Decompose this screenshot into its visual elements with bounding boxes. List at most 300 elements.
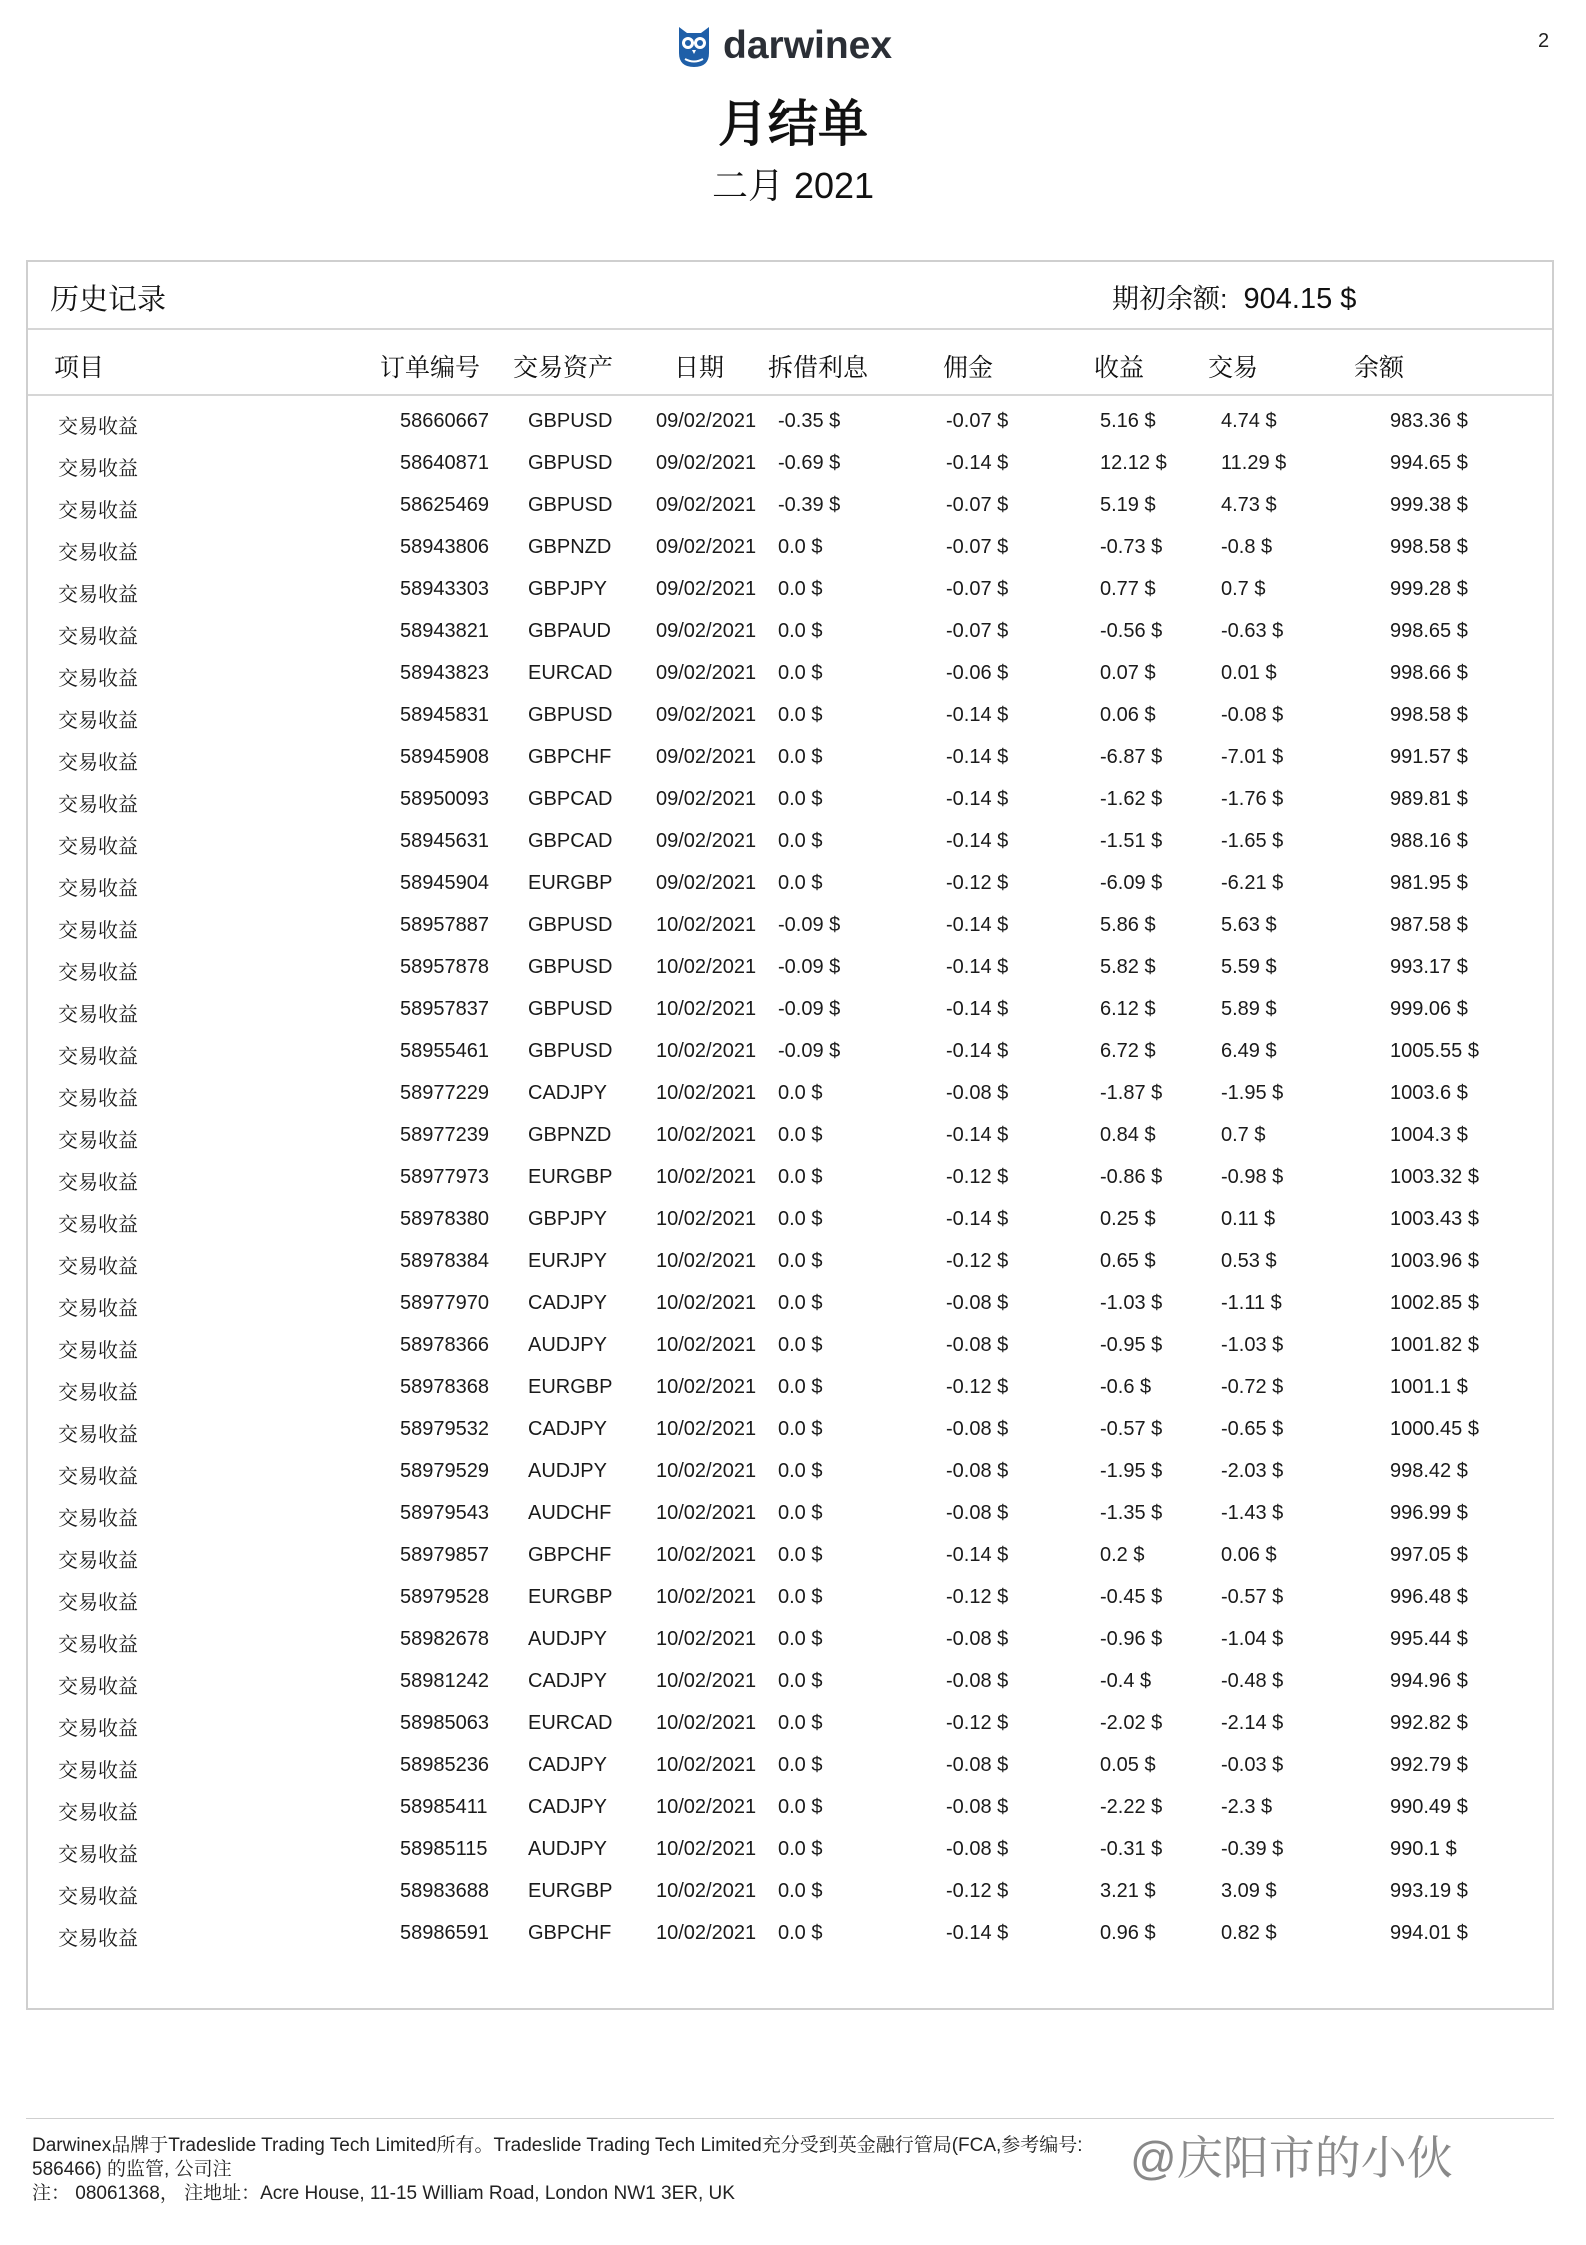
cell-asset: CADJPY bbox=[528, 1418, 607, 1440]
cell-commission: -0.14 $ bbox=[946, 788, 1009, 810]
cell-balance: 993.19 $ bbox=[1390, 1880, 1468, 1902]
cell-balance: 998.58 $ bbox=[1390, 704, 1468, 726]
table-row bbox=[28, 1326, 1552, 1368]
cell-profit: 0.65 $ bbox=[1100, 1250, 1156, 1272]
cell-order-id: 58979543 bbox=[400, 1502, 489, 1524]
cell-item: 交易收益 bbox=[58, 1844, 138, 1866]
cell-trade: 3.09 $ bbox=[1221, 1880, 1277, 1902]
cell-swap: 0.0 $ bbox=[778, 1460, 823, 1482]
cell-order-id: 58981242 bbox=[400, 1670, 489, 1692]
cell-profit: -0.73 $ bbox=[1100, 536, 1163, 558]
cell-commission: -0.14 $ bbox=[946, 914, 1009, 936]
cell-balance: 1002.85 $ bbox=[1390, 1292, 1479, 1314]
cell-asset: GBPUSD bbox=[528, 1040, 613, 1062]
cell-trade: -0.72 $ bbox=[1221, 1376, 1284, 1398]
cell-commission: -0.07 $ bbox=[946, 536, 1009, 558]
cell-swap: -0.39 $ bbox=[778, 494, 841, 516]
table-row bbox=[28, 1578, 1552, 1620]
cell-commission: -0.14 $ bbox=[946, 1208, 1009, 1230]
cell-swap: 0.0 $ bbox=[778, 1712, 823, 1734]
cell-asset: EURCAD bbox=[528, 662, 613, 684]
cell-balance: 981.95 $ bbox=[1390, 872, 1468, 894]
cell-balance: 1005.55 $ bbox=[1390, 1040, 1479, 1062]
cell-date: 10/02/2021 bbox=[656, 1670, 757, 1692]
cell-swap: 0.0 $ bbox=[778, 1250, 823, 1272]
cell-swap: -0.09 $ bbox=[778, 956, 841, 978]
cell-asset: AUDJPY bbox=[528, 1460, 607, 1482]
column-header-date: 日期 bbox=[674, 354, 725, 382]
cell-item: 交易收益 bbox=[58, 1760, 138, 1782]
cell-balance: 996.48 $ bbox=[1390, 1586, 1468, 1608]
cell-asset: GBPAUD bbox=[528, 620, 611, 642]
cell-date: 10/02/2021 bbox=[656, 1166, 757, 1188]
cell-profit: 0.05 $ bbox=[1100, 1754, 1156, 1776]
cell-swap: 0.0 $ bbox=[778, 1922, 823, 1944]
cell-item: 交易收益 bbox=[58, 500, 138, 522]
cell-balance: 999.06 $ bbox=[1390, 998, 1468, 1020]
cell-balance: 998.42 $ bbox=[1390, 1460, 1468, 1482]
cell-commission: -0.06 $ bbox=[946, 662, 1009, 684]
cell-trade: 11.29 $ bbox=[1221, 452, 1287, 474]
table-row bbox=[28, 1074, 1552, 1116]
cell-trade: -2.14 $ bbox=[1221, 1712, 1284, 1734]
cell-swap: 0.0 $ bbox=[778, 1838, 823, 1860]
table-row bbox=[28, 1200, 1552, 1242]
cell-commission: -0.08 $ bbox=[946, 1754, 1009, 1776]
history-panel bbox=[26, 260, 1554, 2010]
section-title: 历史记录 bbox=[50, 284, 167, 316]
cell-swap: 0.0 $ bbox=[778, 746, 823, 768]
cell-date: 09/02/2021 bbox=[656, 746, 757, 768]
cell-date: 10/02/2021 bbox=[656, 998, 757, 1020]
cell-swap: 0.0 $ bbox=[778, 1502, 823, 1524]
cell-balance: 1001.82 $ bbox=[1390, 1334, 1479, 1356]
cell-asset: GBPUSD bbox=[528, 410, 613, 432]
cell-balance: 987.58 $ bbox=[1390, 914, 1468, 936]
cell-order-id: 58978368 bbox=[400, 1376, 489, 1398]
cell-date: 09/02/2021 bbox=[656, 494, 757, 516]
cell-profit: 0.06 $ bbox=[1100, 704, 1156, 726]
table-row bbox=[28, 1788, 1552, 1830]
cell-date: 09/02/2021 bbox=[656, 410, 757, 432]
cell-trade: 5.89 $ bbox=[1221, 998, 1277, 1020]
cell-trade: 4.74 $ bbox=[1221, 410, 1277, 432]
cell-item: 交易收益 bbox=[58, 920, 138, 942]
cell-trade: -1.65 $ bbox=[1221, 830, 1284, 852]
cell-date: 10/02/2021 bbox=[656, 1292, 757, 1314]
cell-profit: 12.12 $ bbox=[1100, 452, 1167, 474]
cell-commission: -0.07 $ bbox=[946, 494, 1009, 516]
cell-swap: 0.0 $ bbox=[778, 1166, 823, 1188]
cell-item: 交易收益 bbox=[58, 542, 138, 564]
cell-commission: -0.08 $ bbox=[946, 1418, 1009, 1440]
cell-commission: -0.14 $ bbox=[946, 452, 1009, 474]
cell-commission: -0.14 $ bbox=[946, 1040, 1009, 1062]
darwinex-logo bbox=[675, 20, 892, 72]
cell-trade: 0.7 $ bbox=[1221, 1124, 1266, 1146]
cell-order-id: 58977229 bbox=[400, 1082, 489, 1104]
cell-profit: 0.96 $ bbox=[1100, 1922, 1156, 1944]
cell-order-id: 58979528 bbox=[400, 1586, 489, 1608]
cell-balance: 1004.3 $ bbox=[1390, 1124, 1468, 1146]
table-row bbox=[28, 1494, 1552, 1536]
cell-date: 10/02/2021 bbox=[656, 1712, 757, 1734]
cell-asset: GBPUSD bbox=[528, 704, 613, 726]
cell-trade: -1.95 $ bbox=[1221, 1082, 1284, 1104]
cell-order-id: 58945904 bbox=[400, 872, 489, 894]
cell-profit: -1.03 $ bbox=[1100, 1292, 1163, 1314]
cell-item: 交易收益 bbox=[58, 1466, 138, 1488]
cell-balance: 992.82 $ bbox=[1390, 1712, 1468, 1734]
opening-balance-label: 期初余额: bbox=[1112, 284, 1228, 314]
cell-date: 10/02/2021 bbox=[656, 1838, 757, 1860]
cell-asset: AUDJPY bbox=[528, 1628, 607, 1650]
cell-item: 交易收益 bbox=[58, 878, 138, 900]
cell-asset: GBPCAD bbox=[528, 830, 613, 852]
cell-date: 10/02/2021 bbox=[656, 956, 757, 978]
cell-date: 09/02/2021 bbox=[656, 872, 757, 894]
cell-asset: GBPNZD bbox=[528, 1124, 612, 1146]
cell-asset: GBPCHF bbox=[528, 746, 612, 768]
cell-asset: GBPUSD bbox=[528, 956, 613, 978]
cell-swap: 0.0 $ bbox=[778, 788, 823, 810]
cell-order-id: 58978384 bbox=[400, 1250, 489, 1272]
cell-trade: 5.59 $ bbox=[1221, 956, 1277, 978]
page-subtitle: 二月 2021 bbox=[711, 165, 875, 206]
cell-swap: 0.0 $ bbox=[778, 1082, 823, 1104]
cell-date: 09/02/2021 bbox=[656, 662, 757, 684]
cell-commission: -0.07 $ bbox=[946, 578, 1009, 600]
cell-swap: 0.0 $ bbox=[778, 1376, 823, 1398]
cell-date: 10/02/2021 bbox=[656, 1082, 757, 1104]
footer-divider bbox=[26, 2118, 1554, 2119]
cell-asset: GBPCHF bbox=[528, 1544, 612, 1566]
cell-commission: -0.14 $ bbox=[946, 1922, 1009, 1944]
table-row bbox=[28, 1116, 1552, 1158]
table-row bbox=[28, 738, 1552, 780]
cell-commission: -0.14 $ bbox=[946, 1124, 1009, 1146]
cell-balance: 993.17 $ bbox=[1390, 956, 1468, 978]
cell-commission: -0.14 $ bbox=[946, 830, 1009, 852]
cell-date: 10/02/2021 bbox=[656, 1880, 757, 1902]
cell-order-id: 58943303 bbox=[400, 578, 489, 600]
cell-trade: -1.76 $ bbox=[1221, 788, 1284, 810]
cell-swap: 0.0 $ bbox=[778, 1754, 823, 1776]
cell-order-id: 58943823 bbox=[400, 662, 489, 684]
cell-trade: -6.21 $ bbox=[1221, 872, 1284, 894]
cell-trade: 5.63 $ bbox=[1221, 914, 1277, 936]
table-row bbox=[28, 402, 1552, 444]
table-row bbox=[28, 570, 1552, 612]
cell-profit: 0.2 $ bbox=[1100, 1544, 1145, 1566]
cell-asset: EURJPY bbox=[528, 1250, 607, 1272]
cell-swap: 0.0 $ bbox=[778, 1418, 823, 1440]
history-panel-header bbox=[28, 262, 1552, 330]
cell-date: 10/02/2021 bbox=[656, 1124, 757, 1146]
cell-order-id: 58986591 bbox=[400, 1922, 489, 1944]
cell-item: 交易收益 bbox=[58, 1340, 138, 1362]
cell-swap: 0.0 $ bbox=[778, 1334, 823, 1356]
cell-balance: 994.01 $ bbox=[1390, 1922, 1468, 1944]
table-row bbox=[28, 780, 1552, 822]
cell-item: 交易收益 bbox=[58, 1550, 138, 1572]
cell-trade: -0.63 $ bbox=[1221, 620, 1284, 642]
cell-item: 交易收益 bbox=[58, 1424, 138, 1446]
cell-date: 10/02/2021 bbox=[656, 1040, 757, 1062]
cell-date: 09/02/2021 bbox=[656, 536, 757, 558]
cell-asset: CADJPY bbox=[528, 1082, 607, 1104]
cell-order-id: 58945908 bbox=[400, 746, 489, 768]
cell-balance: 1003.96 $ bbox=[1390, 1250, 1479, 1272]
cell-date: 10/02/2021 bbox=[656, 1334, 757, 1356]
cell-trade: 0.7 $ bbox=[1221, 578, 1266, 600]
cell-asset: GBPUSD bbox=[528, 494, 613, 516]
cell-swap: -0.69 $ bbox=[778, 452, 841, 474]
cell-asset: CADJPY bbox=[528, 1754, 607, 1776]
cell-commission: -0.12 $ bbox=[946, 1880, 1009, 1902]
cell-trade: -1.11 $ bbox=[1221, 1292, 1282, 1314]
cell-asset: AUDCHF bbox=[528, 1502, 612, 1524]
cell-order-id: 58983688 bbox=[400, 1880, 489, 1902]
cell-profit: -0.57 $ bbox=[1100, 1418, 1163, 1440]
cell-asset: EURGBP bbox=[528, 1586, 613, 1608]
cell-order-id: 58985115 bbox=[400, 1838, 488, 1860]
cell-order-id: 58978380 bbox=[400, 1208, 489, 1230]
cell-swap: 0.0 $ bbox=[778, 1124, 823, 1146]
cell-item: 交易收益 bbox=[58, 1508, 138, 1530]
watermark: @庆阳市的小伙 bbox=[1130, 2132, 1453, 2184]
cell-profit: 6.72 $ bbox=[1100, 1040, 1156, 1062]
cell-trade: 0.11 $ bbox=[1221, 1208, 1276, 1230]
cell-commission: -0.08 $ bbox=[946, 1796, 1009, 1818]
cell-profit: 6.12 $ bbox=[1100, 998, 1156, 1020]
cell-order-id: 58982678 bbox=[400, 1628, 489, 1650]
cell-item: 交易收益 bbox=[58, 1004, 138, 1026]
column-header-order-id: 订单编号 bbox=[380, 354, 481, 382]
cell-item: 交易收益 bbox=[58, 626, 138, 648]
cell-trade: 0.53 $ bbox=[1221, 1250, 1277, 1272]
cell-date: 10/02/2021 bbox=[656, 914, 757, 936]
cell-balance: 996.99 $ bbox=[1390, 1502, 1468, 1524]
cell-balance: 1003.6 $ bbox=[1390, 1082, 1468, 1104]
cell-date: 10/02/2021 bbox=[656, 1796, 757, 1818]
cell-commission: -0.14 $ bbox=[946, 956, 1009, 978]
cell-swap: -0.09 $ bbox=[778, 914, 841, 936]
page-title: 月结单 bbox=[718, 96, 868, 152]
cell-swap: 0.0 $ bbox=[778, 830, 823, 852]
footer-line-2: 注： 08061368， 注地址：Acre House, 11-15 William Road, London NW1 3ER, UK bbox=[32, 2183, 735, 2204]
cell-balance: 998.66 $ bbox=[1390, 662, 1468, 684]
cell-commission: -0.08 $ bbox=[946, 1670, 1009, 1692]
cell-profit: -0.31 $ bbox=[1100, 1838, 1163, 1860]
cell-profit: -0.45 $ bbox=[1100, 1586, 1163, 1608]
cell-trade: 0.01 $ bbox=[1221, 662, 1277, 684]
cell-order-id: 58985411 bbox=[400, 1796, 488, 1818]
cell-balance: 1003.32 $ bbox=[1390, 1166, 1479, 1188]
cell-item: 交易收益 bbox=[58, 1382, 138, 1404]
cell-trade: -1.04 $ bbox=[1221, 1628, 1284, 1650]
cell-swap: 0.0 $ bbox=[778, 1670, 823, 1692]
cell-trade: -0.48 $ bbox=[1221, 1670, 1284, 1692]
cell-date: 10/02/2021 bbox=[656, 1628, 757, 1650]
column-header-trade: 交易 bbox=[1208, 354, 1259, 382]
cell-date: 09/02/2021 bbox=[656, 578, 757, 600]
cell-trade: -2.03 $ bbox=[1221, 1460, 1284, 1482]
cell-commission: -0.08 $ bbox=[946, 1838, 1009, 1860]
cell-balance: 990.49 $ bbox=[1390, 1796, 1468, 1818]
cell-profit: -1.51 $ bbox=[1100, 830, 1163, 852]
cell-swap: 0.0 $ bbox=[778, 704, 823, 726]
cell-swap: 0.0 $ bbox=[778, 1796, 823, 1818]
cell-profit: -0.96 $ bbox=[1100, 1628, 1163, 1650]
cell-item: 交易收益 bbox=[58, 1172, 138, 1194]
cell-item: 交易收益 bbox=[58, 1088, 138, 1110]
cell-item: 交易收益 bbox=[58, 794, 138, 816]
cell-profit: -0.95 $ bbox=[1100, 1334, 1163, 1356]
cell-balance: 994.65 $ bbox=[1390, 452, 1468, 474]
cell-profit: 5.86 $ bbox=[1100, 914, 1156, 936]
cell-order-id: 58957837 bbox=[400, 998, 489, 1020]
cell-commission: -0.08 $ bbox=[946, 1460, 1009, 1482]
cell-item: 交易收益 bbox=[58, 962, 138, 984]
table-row bbox=[28, 1704, 1552, 1746]
opening-balance bbox=[1112, 277, 1356, 316]
table-row bbox=[28, 612, 1552, 654]
table-row bbox=[28, 1452, 1552, 1494]
cell-date: 09/02/2021 bbox=[656, 704, 757, 726]
cell-profit: -1.95 $ bbox=[1100, 1460, 1163, 1482]
cell-profit: -0.56 $ bbox=[1100, 620, 1163, 642]
table-row bbox=[28, 444, 1552, 486]
footer-disclaimer bbox=[32, 2134, 1132, 2206]
cell-balance: 999.38 $ bbox=[1390, 494, 1468, 516]
cell-swap: 0.0 $ bbox=[778, 620, 823, 642]
cell-trade: 0.82 $ bbox=[1221, 1922, 1277, 1944]
column-header-asset: 交易资产 bbox=[513, 354, 614, 382]
cell-order-id: 58625469 bbox=[400, 494, 489, 516]
table-row bbox=[28, 906, 1552, 948]
cell-swap: -0.35 $ bbox=[778, 410, 841, 432]
cell-trade: 6.49 $ bbox=[1221, 1040, 1277, 1062]
cell-item: 交易收益 bbox=[58, 1886, 138, 1908]
column-header-profit: 收益 bbox=[1094, 354, 1145, 382]
cell-order-id: 58943821 bbox=[400, 620, 489, 642]
cell-order-id: 58979857 bbox=[400, 1544, 489, 1566]
table-row bbox=[28, 654, 1552, 696]
cell-balance: 999.28 $ bbox=[1390, 578, 1468, 600]
cell-item: 交易收益 bbox=[58, 1676, 138, 1698]
cell-order-id: 58957887 bbox=[400, 914, 489, 936]
cell-date: 10/02/2021 bbox=[656, 1460, 757, 1482]
cell-trade: -0.8 $ bbox=[1221, 536, 1273, 558]
table-row bbox=[28, 528, 1552, 570]
cell-trade: -0.39 $ bbox=[1221, 1838, 1284, 1860]
cell-order-id: 58957878 bbox=[400, 956, 489, 978]
cell-trade: 0.06 $ bbox=[1221, 1544, 1277, 1566]
table-row bbox=[28, 1662, 1552, 1704]
cell-commission: -0.14 $ bbox=[946, 1544, 1009, 1566]
cell-swap: 0.0 $ bbox=[778, 1880, 823, 1902]
cell-profit: 5.16 $ bbox=[1100, 410, 1156, 432]
cell-balance: 997.05 $ bbox=[1390, 1544, 1468, 1566]
cell-asset: EURGBP bbox=[528, 1166, 613, 1188]
cell-date: 10/02/2021 bbox=[656, 1250, 757, 1272]
cell-swap: 0.0 $ bbox=[778, 872, 823, 894]
cell-profit: 0.07 $ bbox=[1100, 662, 1156, 684]
cell-commission: -0.14 $ bbox=[946, 704, 1009, 726]
cell-date: 10/02/2021 bbox=[656, 1586, 757, 1608]
cell-commission: -0.12 $ bbox=[946, 1376, 1009, 1398]
table-row bbox=[28, 1746, 1552, 1788]
cell-asset: GBPCHF bbox=[528, 1922, 612, 1944]
cell-swap: 0.0 $ bbox=[778, 1586, 823, 1608]
cell-profit: -2.22 $ bbox=[1100, 1796, 1163, 1818]
cell-item: 交易收益 bbox=[58, 458, 138, 480]
cell-trade: -0.08 $ bbox=[1221, 704, 1284, 726]
cell-item: 交易收益 bbox=[58, 1802, 138, 1824]
cell-swap: 0.0 $ bbox=[778, 578, 823, 600]
cell-order-id: 58943806 bbox=[400, 536, 489, 558]
cell-profit: 5.82 $ bbox=[1100, 956, 1156, 978]
cell-date: 09/02/2021 bbox=[656, 788, 757, 810]
cell-trade: -0.98 $ bbox=[1221, 1166, 1284, 1188]
cell-asset: CADJPY bbox=[528, 1292, 607, 1314]
cell-balance: 992.79 $ bbox=[1390, 1754, 1468, 1776]
cell-commission: -0.14 $ bbox=[946, 746, 1009, 768]
table-row bbox=[28, 486, 1552, 528]
cell-asset: GBPUSD bbox=[528, 914, 613, 936]
cell-order-id: 58945631 bbox=[400, 830, 489, 852]
cell-order-id: 58977970 bbox=[400, 1292, 489, 1314]
table-row bbox=[28, 1242, 1552, 1284]
cell-asset: EURGBP bbox=[528, 1376, 613, 1398]
cell-commission: -0.08 $ bbox=[946, 1628, 1009, 1650]
cell-balance: 1000.45 $ bbox=[1390, 1418, 1479, 1440]
cell-profit: -6.87 $ bbox=[1100, 746, 1163, 768]
brand-name: darwinex bbox=[723, 24, 893, 67]
cell-asset: GBPJPY bbox=[528, 578, 607, 600]
cell-item: 交易收益 bbox=[58, 1130, 138, 1152]
cell-commission: -0.08 $ bbox=[946, 1334, 1009, 1356]
cell-order-id: 58985236 bbox=[400, 1754, 489, 1776]
cell-trade: -0.57 $ bbox=[1221, 1586, 1284, 1608]
table-row bbox=[28, 1410, 1552, 1452]
cell-swap: 0.0 $ bbox=[778, 1292, 823, 1314]
page-number: 2 bbox=[1538, 30, 1550, 52]
footer-line-1: Darwinex品牌于Tradeslide Trading Tech Limited所有。Tradeslide Trading Tech Limited充分受到英金融行管局(FCA,参考编号: 586466) 的监管, 公司注 bbox=[32, 2135, 1083, 2180]
cell-profit: -1.35 $ bbox=[1100, 1502, 1163, 1524]
cell-profit: -0.4 $ bbox=[1100, 1670, 1152, 1692]
owl-icon bbox=[675, 23, 713, 69]
cell-asset: GBPNZD bbox=[528, 536, 612, 558]
table-row bbox=[28, 822, 1552, 864]
cell-date: 09/02/2021 bbox=[656, 830, 757, 852]
cell-profit: -0.86 $ bbox=[1100, 1166, 1163, 1188]
cell-asset: EURGBP bbox=[528, 1880, 613, 1902]
cell-asset: CADJPY bbox=[528, 1796, 607, 1818]
cell-trade: 4.73 $ bbox=[1221, 494, 1277, 516]
cell-date: 10/02/2021 bbox=[656, 1502, 757, 1524]
table-row bbox=[28, 1830, 1552, 1872]
table-row bbox=[28, 1158, 1552, 1200]
column-header-swap: 拆借利息 bbox=[768, 354, 869, 382]
cell-asset: EURCAD bbox=[528, 1712, 613, 1734]
cell-order-id: 58985063 bbox=[400, 1712, 489, 1734]
cell-balance: 994.96 $ bbox=[1390, 1670, 1468, 1692]
cell-asset: AUDJPY bbox=[528, 1838, 607, 1860]
cell-order-id: 58945831 bbox=[400, 704, 489, 726]
table-row bbox=[28, 1536, 1552, 1578]
